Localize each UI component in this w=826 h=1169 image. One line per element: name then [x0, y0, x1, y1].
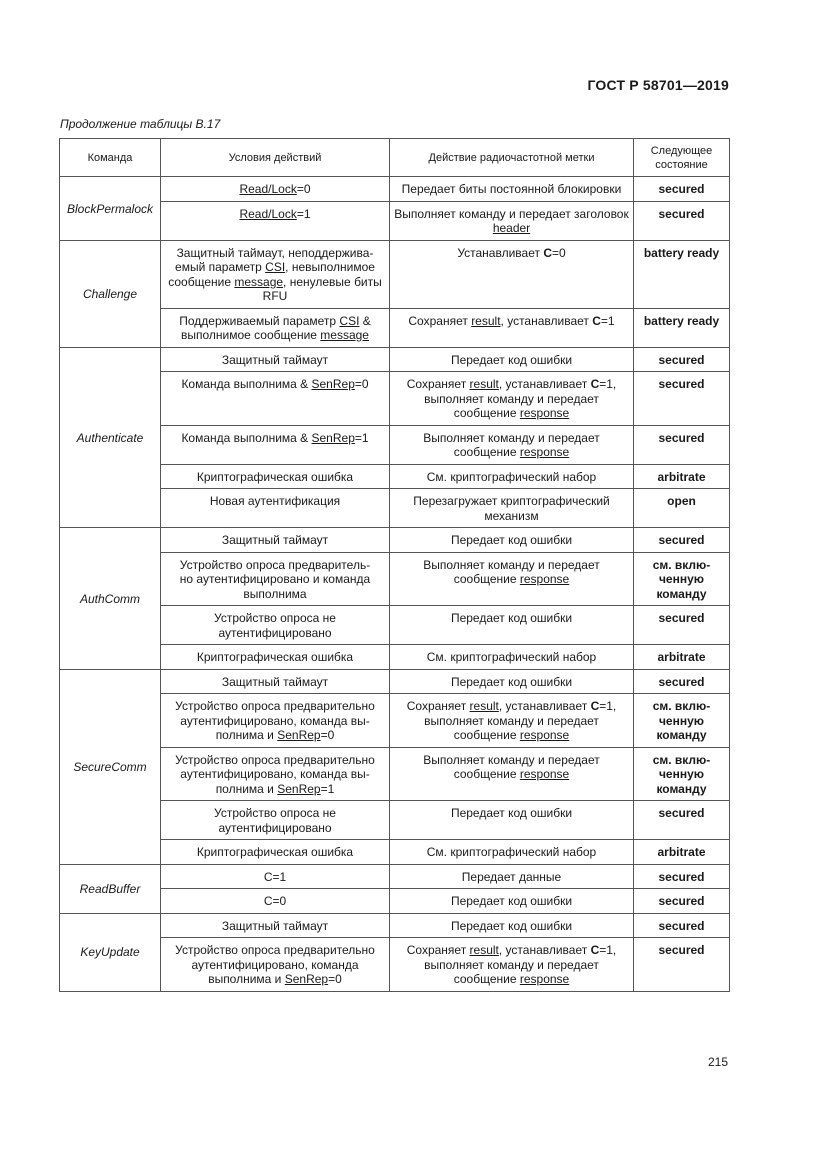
condition-cell: Устройство опроса не аутентифицировано [161, 801, 390, 840]
next-state-cell: см. вклю- ченную команду [634, 747, 730, 801]
next-state-cell: arbitrate [634, 645, 730, 670]
action-cell: Перезагружает криптографический механизм [390, 489, 634, 528]
page-number: 215 [707, 1055, 728, 1069]
next-state-cell: arbitrate [634, 840, 730, 865]
action-cell: См. криптографический набор [390, 645, 634, 670]
table-row [60, 864, 730, 889]
condition-cell: Криптографическая ошибка [161, 464, 390, 489]
table-row [60, 489, 730, 528]
action-cell: Сохраняет result, устанавливает С=1, выполняет команду и передает сообщение response [390, 372, 634, 426]
table-row [60, 913, 730, 938]
action-cell: Устанавливает С=0 [390, 240, 634, 308]
table-row [60, 240, 730, 308]
table-row [60, 308, 730, 347]
action-cell: Выполняет команду и передает сообщение response [390, 552, 634, 606]
action-cell: Передает данные [390, 864, 634, 889]
command-cell: KeyUpdate [60, 913, 161, 991]
condition-cell: Устройство опроса не аутентифицировано [161, 606, 390, 645]
next-state-cell: см. вклю- ченную команду [634, 694, 730, 748]
table-row [60, 372, 730, 426]
condition-cell: Защитный таймаут [161, 669, 390, 694]
next-state-cell: battery ready [634, 240, 730, 308]
action-cell: Выполняет команду и передает сообщение response [390, 425, 634, 464]
condition-cell: Криптографическая ошибка [161, 645, 390, 670]
command-cell: Authenticate [60, 347, 161, 528]
condition-cell: Защитный таймаут [161, 528, 390, 553]
next-state-cell: secured [634, 938, 730, 992]
column-header-action: Действие радиочастотной метки [390, 139, 634, 177]
condition-cell: С=0 [161, 889, 390, 914]
standard-header: ГОСТ Р 58701—2019 [587, 77, 729, 93]
table-row [60, 747, 730, 801]
column-header-next-state: Следующее состояние [634, 139, 730, 177]
action-cell: Выполняет команду и передает заголовок header [390, 201, 634, 240]
command-cell: Challenge [60, 240, 161, 347]
condition-cell: Устройство опроса предварительно аутентифицировано, команда вы- полнима и SenRep=0 [161, 694, 390, 748]
condition-cell: Защитный таймаут, неподдержива- емый параметр CSI, невыполнимое сообщение message, ненулевые биты RFU [161, 240, 390, 308]
table-caption: Продолжение таблицы В.17 [60, 117, 221, 131]
condition-cell: Команда выполнима & SenRep=0 [161, 372, 390, 426]
action-cell: См. криптографический набор [390, 464, 634, 489]
table-row [60, 889, 730, 914]
next-state-cell: battery ready [634, 308, 730, 347]
next-state-cell: secured [634, 528, 730, 553]
next-state-cell: secured [634, 913, 730, 938]
action-cell: Выполняет команду и передает сообщение response [390, 747, 634, 801]
action-cell: Передает код ошибки [390, 889, 634, 914]
command-cell: ReadBuffer [60, 864, 161, 913]
next-state-cell: secured [634, 201, 730, 240]
next-state-cell: open [634, 489, 730, 528]
table-row [60, 669, 730, 694]
condition-cell: Устройство опроса предварительно аутентифицировано, команда вы- полнима и SenRep=1 [161, 747, 390, 801]
table-row [60, 645, 730, 670]
next-state-cell: secured [634, 606, 730, 645]
action-cell: Сохраняет result, устанавливает С=1 [390, 308, 634, 347]
next-state-cell: secured [634, 864, 730, 889]
condition-cell: Read/Lock=1 [161, 201, 390, 240]
column-header-command: Команда [60, 139, 161, 177]
next-state-cell: secured [634, 347, 730, 372]
table-row [60, 694, 730, 748]
action-cell: Передает код ошибки [390, 913, 634, 938]
column-header-conditions: Условия действий [161, 139, 390, 177]
condition-cell: Новая аутентификация [161, 489, 390, 528]
table-row [60, 347, 730, 372]
action-cell: Сохраняет result, устанавливает С=1, выполняет команду и передает сообщение response [390, 938, 634, 992]
condition-cell: Устройство опроса предваритель- но аутентифицировано и команда выполнима [161, 552, 390, 606]
next-state-cell: secured [634, 801, 730, 840]
next-state-cell: secured [634, 669, 730, 694]
condition-cell: Устройство опроса предварительно аутентифицировано, команда выполнима и SenRep=0 [161, 938, 390, 992]
command-cell: SecureComm [60, 669, 161, 864]
condition-cell: Криптографическая ошибка [161, 840, 390, 865]
action-cell: Передает код ошибки [390, 347, 634, 372]
table-row [60, 201, 730, 240]
condition-cell: Read/Lock=0 [161, 177, 390, 202]
condition-cell: Защитный таймаут [161, 913, 390, 938]
table-row [60, 464, 730, 489]
condition-cell: Поддерживаемый параметр CSI & выполнимое сообщение message [161, 308, 390, 347]
next-state-cell: secured [634, 425, 730, 464]
action-cell: Передает код ошибки [390, 801, 634, 840]
next-state-cell: см. вклю- ченную команду [634, 552, 730, 606]
next-state-cell: secured [634, 889, 730, 914]
command-cell: AuthComm [60, 528, 161, 670]
action-cell: Передает биты постоянной блокировки [390, 177, 634, 202]
condition-cell: Защитный таймаут [161, 347, 390, 372]
table-row [60, 425, 730, 464]
state-transition-table [59, 138, 730, 992]
table-row [60, 177, 730, 202]
action-cell: Сохраняет result, устанавливает С=1, выполняет команду и передает сообщение response [390, 694, 634, 748]
table-row [60, 840, 730, 865]
table-row [60, 801, 730, 840]
table-row [60, 606, 730, 645]
table-row [60, 552, 730, 606]
table-row [60, 938, 730, 992]
condition-cell: С=1 [161, 864, 390, 889]
table-row [60, 528, 730, 553]
next-state-cell: secured [634, 177, 730, 202]
table-header-row [60, 139, 730, 177]
action-cell: См. криптографический набор [390, 840, 634, 865]
action-cell: Передает код ошибки [390, 669, 634, 694]
next-state-cell: arbitrate [634, 464, 730, 489]
next-state-cell: secured [634, 372, 730, 426]
condition-cell: Команда выполнима & SenRep=1 [161, 425, 390, 464]
action-cell: Передает код ошибки [390, 528, 634, 553]
command-cell: BlockPermalock [60, 177, 161, 241]
action-cell: Передает код ошибки [390, 606, 634, 645]
